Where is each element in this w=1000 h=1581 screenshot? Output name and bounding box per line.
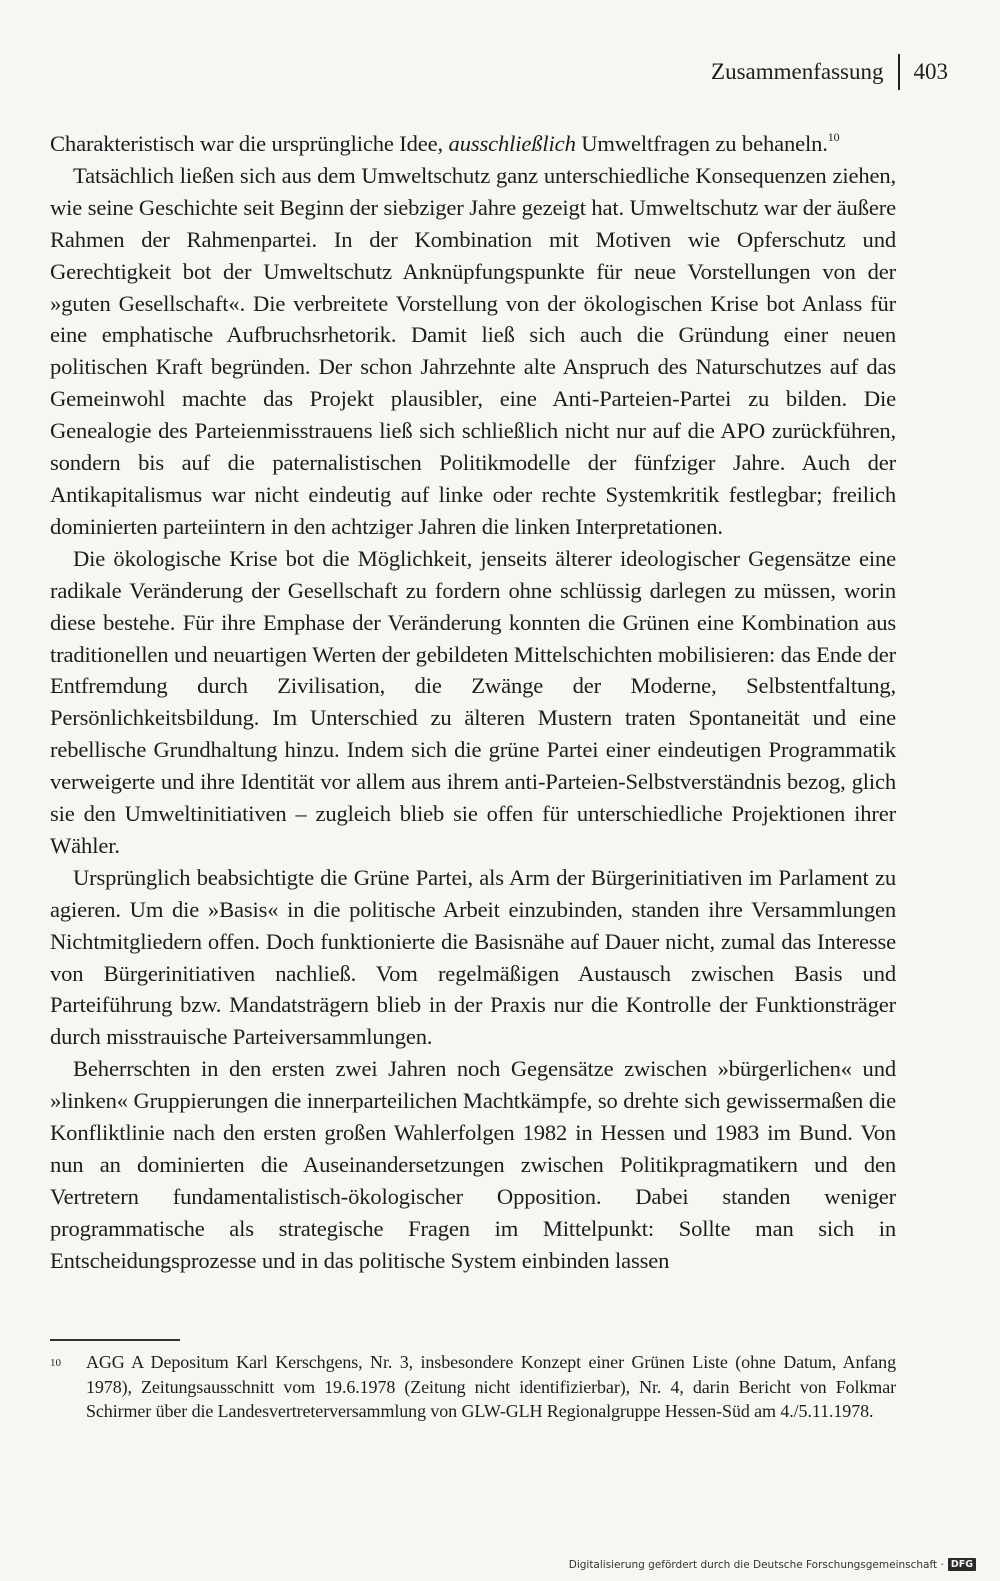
page-number: 403 [913,59,948,84]
credit-separator: · [937,1558,944,1571]
credit-text: Digitalisierung gefördert durch die Deutsche Forschungsgemeinschaft [568,1558,938,1571]
header-separator [898,54,900,90]
paragraph-2: Tatsächlich ließen sich aus dem Umweltschutz ganz unterschiedliche Konsequenzen ziehen, wie seine Geschichte seit Beginn der siebziger Jahre gezeigt hat. Umweltschutz war der äußere Rahmen der Rahmenpartei. In der Kombination mit Motiven wie Opferschutz und Gerechtigkeit bot der Umweltschutz Anknüpfungspunkte für neue Vorstellungen von der »guten Gesellschaft«. Die verbreitete Vorstellung von der ökologischen Krise bot Anlass für eine emphatische Aufbruchsrhetorik. Damit ließ sich auch die Gründung einer neuen politischen Kraft begründen. Der schon Jahrzehnte alte Anspruch des Naturschutzes auf das Gemeinwohl machte das Projekt plausibler, eine Anti-Parteien-Partei zu bilden. Die Genealogie des Parteienmisstrauens ließ sich schließlich nicht nur auf die APO zurückführen, sondern bis auf die paternalistischen Politikmodelle der fünfziger Jahre. Auch der Antikapitalismus war nicht eindeutig auf linke oder rechte Systemkritik festlegbar; freilich dominierten parteiintern in den achtziger Jahren die linken Interpretationen. [50,162,896,539]
paragraph-3: Die ökologische Krise bot die Möglichkeit, jenseits älterer ideologischer Gegensätze eine radikale Veränderung der Gesellschaft zu fordern ohne schlüssig darlegen zu müssen, worin diese bestehe. Für ihre Emphase der Veränderung konnten die Grünen eine Kombination aus traditionellen und neuartigen Werten der gebildeten Mittelschichten mobilisieren: das Ende der Entfremdung durch Zivilisation, die Zwänge der Moderne, Selbstentfaltung, Persönlichkeitsbildung. Im Unterschied zu älteren Mustern traten Spontaneität und eine rebellische Grundhaltung hinzu. Indem sich die grüne Partei einer eindeutigen Programmatik verweigerte und ihre Identität vor allem aus ihrem anti-Parteien-Selbstverständnis bezog, glich sie den Umweltinitiativen – zugleich blieb sie offen für unterschiedliche Projektionen ihrer Wähler. [50,545,896,858]
footnote [50,1350,896,1424]
footnote-reference[interactable]: 10 [827,130,840,144]
dfg-logo-icon: DFG [948,1558,976,1571]
paragraph-5: Beherrschten in den ersten zwei Jahren noch Gegensätze zwischen »bürgerlichen« und »linken« Gruppierungen die innerparteilichen Machtkämpfe, so drehte sich gewissermaßen die Konfliktlinie nach den ersten großen Wahlerfolgen 1982 in Hessen und 1983 im Bund. Von nun an dominierten die Auseinandersetzungen zwischen Politikpragmatikern und den Vertretern fundamentalistisch-ökologischer Opposition. Dabei standen weniger programmatische als strategische Fragen im Mittelpunkt: Sollte man sich in Entscheidungsprozesse und in das politische System einbinden lassen [50,1056,896,1273]
footnote-number: 10 [50,1357,61,1369]
main-text [50,128,896,1277]
running-title: Zusammenfassung [711,59,884,84]
paragraph-1 [50,128,896,160]
running-header [711,54,948,90]
footnote-text: AGG A Depositum Karl Kerschgens, Nr. 3, insbesondere Konzept einer Grünen Liste (ohne Datum, Anfang 1978), Zeitungsausschnitt vom 19.6.1978 (Zeitung nicht identifizierbar), Nr. 4, darin Bericht von Folkmar Schirmer über die Landesvertreterversammlung von GLW-GLH Regionalgruppe Hessen-Süd am 4./5.11.1978. [86,1352,896,1421]
paragraph-1-text-b: Umweltfragen zu behaneln. [575,131,828,156]
digitization-credit [569,1558,976,1571]
emphasis-ausschliesslich: ausschließlich [448,131,576,156]
paragraph-4: Ursprünglich beabsichtigte die Grüne Partei, als Arm der Bürgerinitiativen im Parlament zu agieren. Um die »Basis« in die politische Arbeit einzubinden, standen ihre Versammlungen Nichtmitgliedern offen. Doch funktionierte die Basisnähe auf Dauer nicht, zumal das Interesse von Bürgerinitiativen nachließ. Vom regelmäßigen Austausch zwischen Basis und Parteiführung bzw. Mandatsträgern blieb in der Praxis nur die Kontrolle der Funktionsträger durch misstrauische Parteiversammlungen. [50,864,896,1050]
footnote-divider [50,1339,180,1341]
paragraph-1-text-a: Charakteristisch war die ursprüngliche Idee, [50,131,449,156]
